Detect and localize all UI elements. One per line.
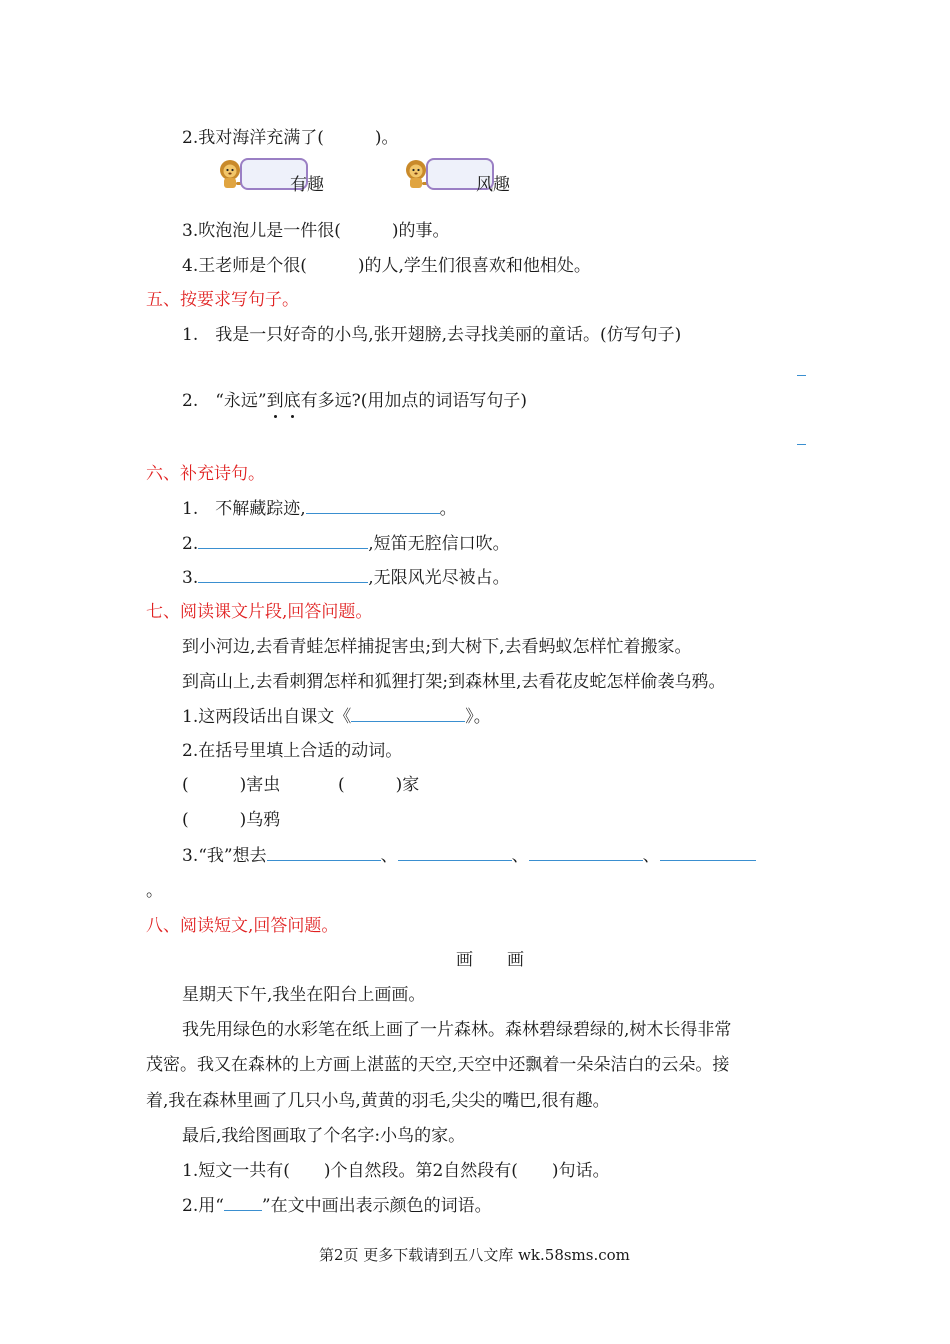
q4-item4: 4.王老师是个很( )的人,学生们很喜欢和他相处。 <box>182 256 591 276</box>
sec5-item2-pre: 2. “永远” <box>182 391 267 411</box>
underline-sample <box>224 1196 262 1211</box>
sec5-item1: 1. 我是一只好奇的小鸟,张开翅膀,去寻找美丽的童话。(仿写句子) <box>182 325 682 345</box>
sec8-q1: 1.短文一共有( )个自然段。第2自然段有( )句话。 <box>182 1161 610 1181</box>
sec6-item1: 1. 不解藏踪迹, 。 <box>182 499 457 519</box>
wish-blank-2[interactable] <box>398 846 512 861</box>
verb-fill-b: ( )家 <box>338 775 420 795</box>
sec7-q2: 2.在括号里填上合适的动词。 <box>182 741 403 761</box>
section-8-title: 八、阅读短文,回答问题。 <box>146 916 339 936</box>
sec7-q1: 1.这两段话出自课文《 》。 <box>182 707 491 727</box>
story-p3: 最后,我给图画取了个名字:小鸟的家。 <box>182 1126 466 1146</box>
sec5-item2 <box>182 390 527 412</box>
sec7-para1: 到小河边,去看青蛙怎样捕捉害虫;到大树下,去看蚂蚁怎样忙着搬家。 <box>182 637 692 657</box>
wish-blank-4[interactable] <box>660 846 756 861</box>
sec7-para2: 到高山上,去看刺猬怎样和狐狸打架;到森林里,去看花皮蛇怎样偷袭乌鸦。 <box>182 672 726 692</box>
option-label-a: 有趣 <box>290 175 324 195</box>
poem-blank-1[interactable] <box>306 499 440 514</box>
story-p2-line1: 我先用绿色的水彩笔在纸上画了一片森林。森林碧绿碧绿的,树木长得非常 <box>182 1020 732 1040</box>
option-label-b: 风趣 <box>476 175 510 195</box>
answer-line-tick <box>797 375 806 376</box>
wish-blank-3[interactable] <box>529 846 643 861</box>
poem-blank-3[interactable] <box>198 568 368 583</box>
story-p2-line3: 着,我在森林里画了几只小鸟,黄黄的羽毛,尖尖的嘴巴,很有趣。 <box>146 1091 610 1111</box>
dotted-words: 到底 <box>266 391 301 411</box>
q4-item2: 2.我对海洋充满了( )。 <box>182 128 399 148</box>
section-7-title: 七、阅读课文片段,回答问题。 <box>146 602 373 622</box>
sec6-item2: 2. ,短笛无腔信口吹。 <box>182 534 510 554</box>
verb-fill-a: ( )害虫 <box>182 775 281 795</box>
sec7-q3: 3.“我”想去 、 、 、 <box>182 845 756 867</box>
sec5-item2-post: 有多远?(用加点的词语写句子) <box>300 391 527 411</box>
page-footer: 第2页 更多下载请到五八文库 wk.58sms.com <box>319 1246 630 1264</box>
lesson-title-blank[interactable] <box>351 707 465 722</box>
section-6-title: 六、补充诗句。 <box>146 464 265 484</box>
sec6-item3: 3. ,无限风光尽被占。 <box>182 568 510 588</box>
story-title: 画 画 <box>456 950 524 970</box>
verb-fill-c: ( )乌鸦 <box>182 810 281 830</box>
section-5-title: 五、按要求写句子。 <box>146 290 299 310</box>
sec7-q3-end: 。 <box>146 881 163 901</box>
sec8-q2: 2.用“ ”在文中画出表示颜色的词语。 <box>182 1196 492 1216</box>
q4-item3: 3.吹泡泡儿是一件很( )的事。 <box>182 221 450 241</box>
wish-blank-1[interactable] <box>267 846 381 861</box>
answer-line-tick <box>797 444 806 445</box>
story-p1: 星期天下午,我坐在阳台上画画。 <box>182 985 426 1005</box>
poem-blank-2[interactable] <box>198 534 368 549</box>
story-p2-line2: 茂密。我又在森林的上方画上湛蓝的天空,天空中还飘着一朵朵洁白的云朵。接 <box>146 1055 730 1075</box>
